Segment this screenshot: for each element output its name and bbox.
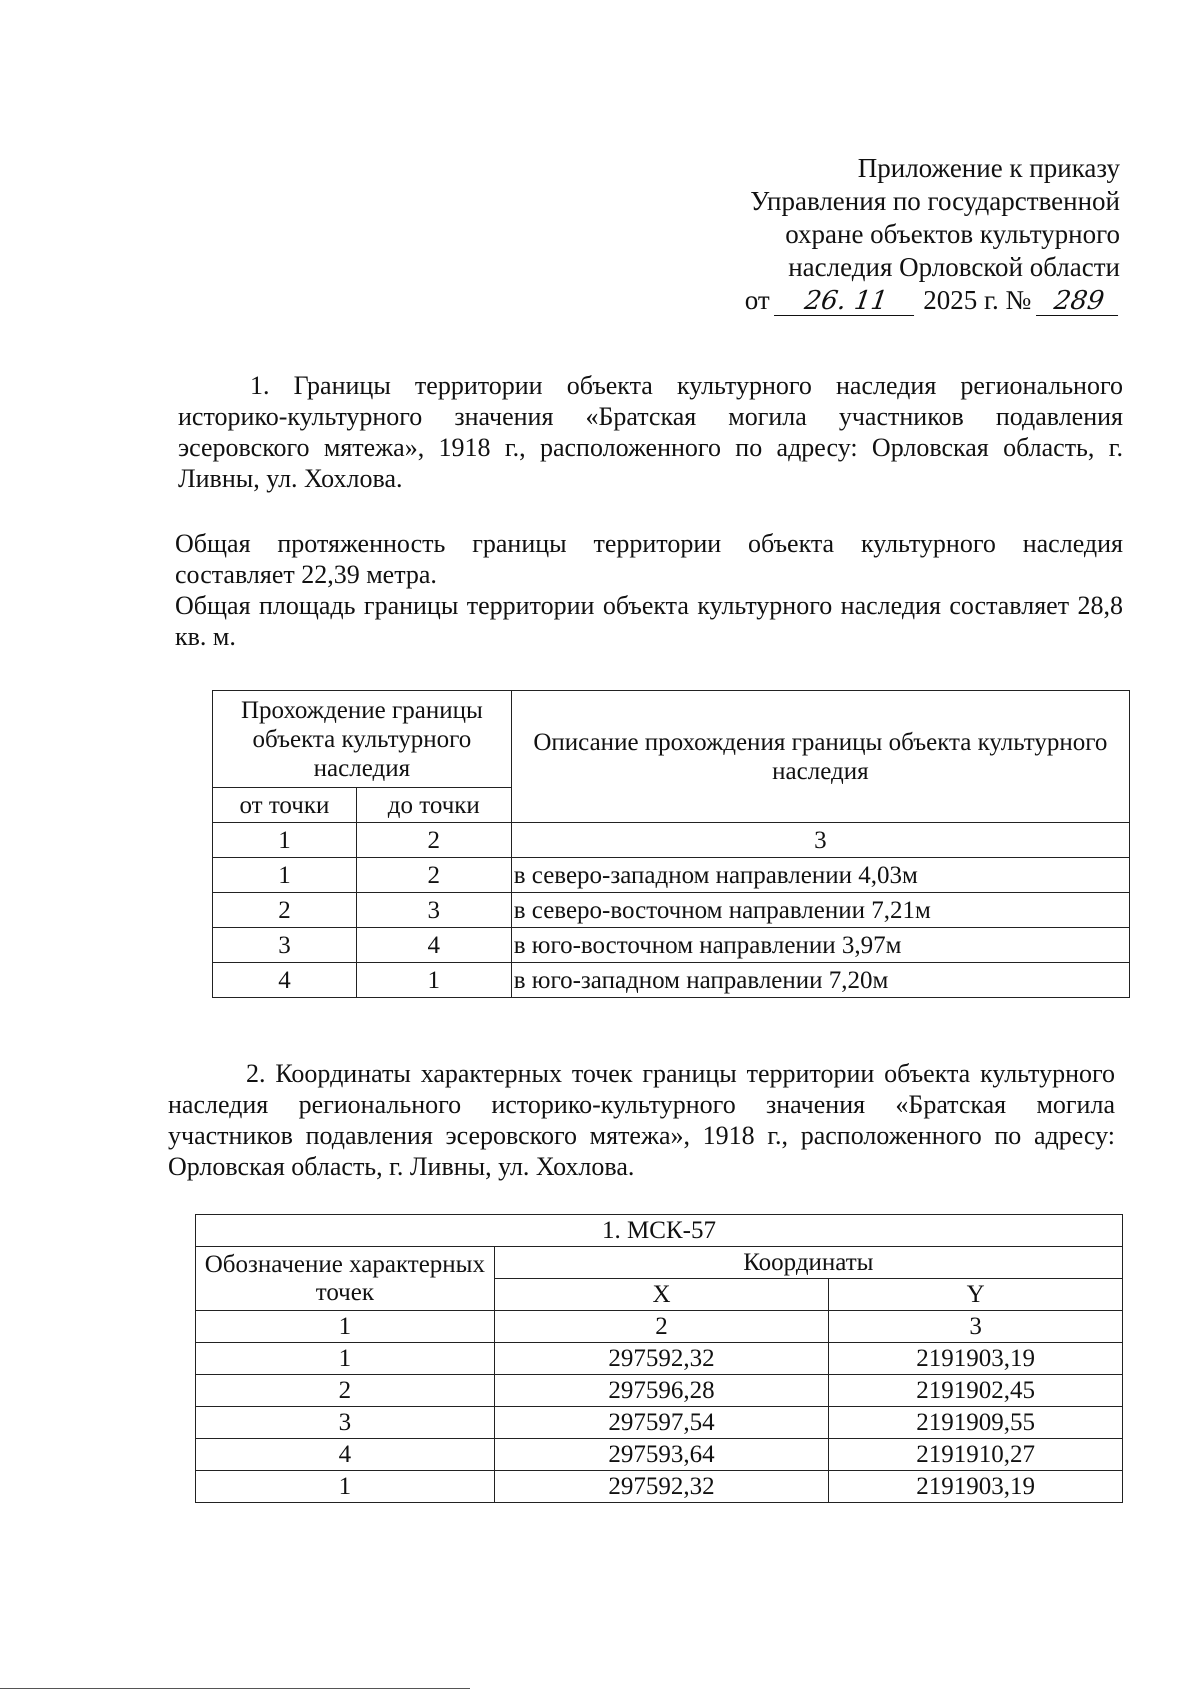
total-area-text: Общая площадь границы территории объекта культурного наследия составляет 28,8 кв. м. — [175, 591, 1123, 651]
point-label: 1 — [196, 1343, 495, 1375]
boundary-description: в юго-восточном направлении 3,97м — [511, 928, 1129, 963]
x-header: X — [494, 1279, 829, 1311]
table-row — [196, 1471, 1123, 1503]
boundary-header-from: от точки — [213, 788, 357, 823]
table-row — [196, 1439, 1123, 1471]
y-value: 2191902,45 — [829, 1375, 1123, 1407]
boundary-index-cell: 1 — [213, 823, 357, 858]
table-row — [196, 1375, 1123, 1407]
boundary-index-cell: 2 — [356, 823, 511, 858]
coord-index-cell: 1 — [196, 1311, 495, 1343]
x-value: 297596,28 — [494, 1375, 829, 1407]
point-label: 4 — [196, 1439, 495, 1471]
date-prefix: от — [744, 285, 770, 315]
table-row — [213, 858, 1130, 893]
table-row — [196, 1343, 1123, 1375]
boundary-header-group: Прохождение границы объекта культурного наследия — [213, 691, 512, 788]
to-point: 2 — [356, 858, 511, 893]
to-point: 1 — [356, 963, 511, 998]
boundary-description: в северо-западном направлении 4,03м — [511, 858, 1129, 893]
x-value: 297597,54 — [494, 1407, 829, 1439]
boundary-description-table — [212, 690, 1130, 998]
table-row — [213, 893, 1130, 928]
from-point: 1 — [213, 858, 357, 893]
to-point: 3 — [356, 893, 511, 928]
handwritten-order-number: 289 — [1036, 287, 1122, 316]
header-date-line — [700, 284, 1120, 317]
to-point: 4 — [356, 928, 511, 963]
point-label: 3 — [196, 1407, 495, 1439]
from-point: 2 — [213, 893, 357, 928]
handwritten-date: 26. 11 — [774, 287, 918, 316]
table-row — [196, 1407, 1123, 1439]
y-value: 2191903,19 — [829, 1471, 1123, 1503]
boundary-description: в северо-восточном направлении 7,21м — [511, 893, 1129, 928]
section-2-paragraph: 2. Координаты характерных точек границы территории объекта культурного наследия регионального историко-культурного значения «Братская могила участников подавления эсеровского мятежа», 1918 г., расположенного по адресу: Орловская область, г. Ливны, ул. Хохлова. — [168, 1059, 1115, 1181]
x-value: 297592,32 — [494, 1471, 829, 1503]
boundary-description: в юго-западном направлении 7,20м — [511, 963, 1129, 998]
header-line-4: наследия Орловской области — [788, 252, 1120, 282]
point-label: 1 — [196, 1471, 495, 1503]
coord-index-cell: 2 — [494, 1311, 829, 1343]
coord-index-cell: 3 — [829, 1311, 1123, 1343]
boundary-header-description: Описание прохождения границы объекта культурного наследия — [511, 691, 1129, 823]
section-1-paragraph: 1. Границы территории объекта культурного наследия регионального историко-культурного значения «Братская могила участников подавления эсеровского мятежа», 1918 г., расположенного по адресу: Орловская область, г. Ливны, ул. Хохлова. — [178, 371, 1123, 493]
coordinates-header: Координаты — [494, 1247, 1122, 1279]
x-value: 297593,64 — [494, 1439, 829, 1471]
boundary-header-to: до точки — [356, 788, 511, 823]
table-row — [213, 928, 1130, 963]
table-row — [213, 963, 1130, 998]
header-line-2: Управления по государственной — [750, 186, 1120, 216]
total-length-text: Общая протяженность границы территории объекта культурного наследия составляет 22,39 метра. — [175, 529, 1123, 589]
x-value: 297592,32 — [494, 1343, 829, 1375]
y-value: 2191903,19 — [829, 1343, 1123, 1375]
coordinate-system-title: 1. МСК-57 — [196, 1215, 1123, 1247]
from-point: 3 — [213, 928, 357, 963]
order-appendix-header — [700, 152, 1120, 317]
coordinates-table — [195, 1214, 1123, 1503]
point-label: 2 — [196, 1375, 495, 1407]
points-header: Обозначение характерных точек — [196, 1247, 495, 1311]
header-line-3: охране объектов культурного — [785, 219, 1120, 249]
from-point: 4 — [213, 963, 357, 998]
boundary-index-cell: 3 — [511, 823, 1129, 858]
y-header: Y — [829, 1279, 1123, 1311]
header-line-1: Приложение к приказу — [857, 153, 1120, 183]
year-text: 2025 г. № — [923, 285, 1032, 315]
y-value: 2191909,55 — [829, 1407, 1123, 1439]
y-value: 2191910,27 — [829, 1439, 1123, 1471]
page-bottom-rule — [0, 1688, 470, 1689]
